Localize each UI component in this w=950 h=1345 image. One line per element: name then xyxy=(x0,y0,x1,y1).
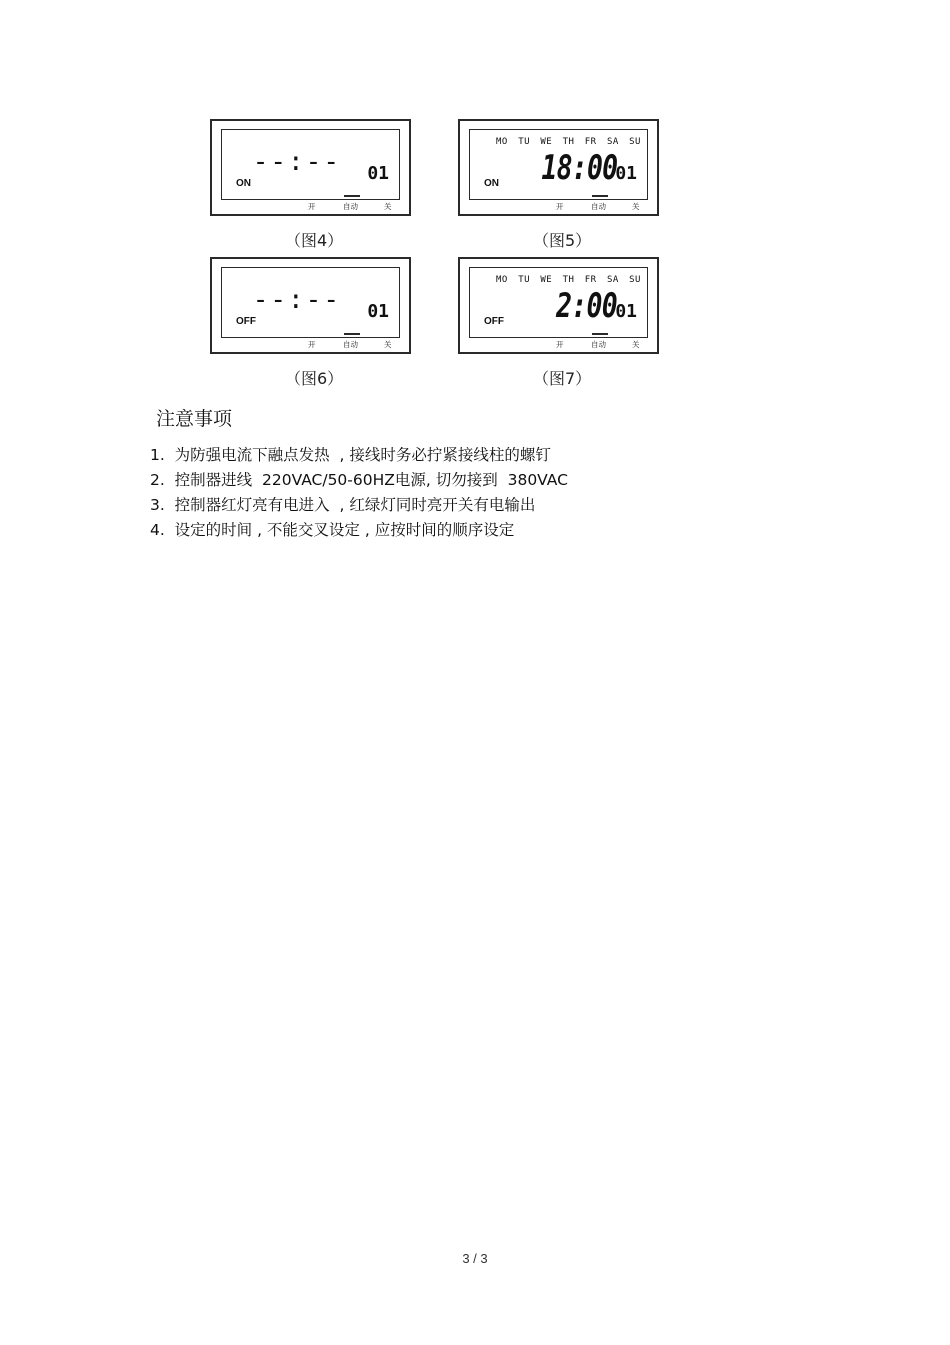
label-off: 关 xyxy=(632,202,640,211)
caption-figure-7: （图7） xyxy=(533,369,592,388)
list-item: 4. 设定的时间 , 不能交叉设定 , 应按时间的顺序设定 xyxy=(150,521,515,539)
label-auto: 自动 xyxy=(591,202,606,211)
lcd-switch-labels xyxy=(460,339,657,351)
day-sa: SA xyxy=(606,137,619,147)
lcd-mode-indicator: OFF xyxy=(236,316,256,327)
lcd-figure-5 xyxy=(458,119,659,216)
lcd-screen xyxy=(469,129,648,200)
day-tu: TU xyxy=(518,137,531,147)
lcd-auto-marker xyxy=(592,333,608,335)
lcd-auto-marker xyxy=(592,195,608,197)
lcd-time-display: 18:00 xyxy=(541,148,617,188)
label-auto: 自动 xyxy=(343,202,358,211)
day-fr: FR xyxy=(584,137,597,147)
day-we: WE xyxy=(540,137,553,147)
lcd-screen xyxy=(221,267,400,338)
lcd-auto-marker xyxy=(344,195,360,197)
lcd-program-number: 01 xyxy=(615,301,637,322)
label-on: 开 xyxy=(556,202,564,211)
list-item: 3. 控制器红灯亮有电进入 , 红绿灯同时亮开关有电输出 xyxy=(150,496,536,514)
lcd-time-display: --:-- xyxy=(252,147,341,177)
caption-figure-6: （图6） xyxy=(285,369,344,388)
caption-figure-5: （图5） xyxy=(533,231,592,250)
lcd-mode-indicator: ON xyxy=(484,178,499,189)
lcd-figure-4 xyxy=(210,119,411,216)
label-on: 开 xyxy=(308,340,316,349)
caption-figure-4: （图4） xyxy=(285,231,344,250)
lcd-auto-marker xyxy=(344,333,360,335)
day-mo: MO xyxy=(496,275,508,285)
lcd-screen xyxy=(469,267,648,338)
lcd-figure-6 xyxy=(210,257,411,354)
day-fr: FR xyxy=(584,275,597,285)
lcd-time-display: 2:00 xyxy=(556,286,617,326)
day-mo: MO xyxy=(496,137,508,147)
list-item: 1. 为防强电流下融点发热 , 接线时务必拧紧接线柱的螺钉 xyxy=(150,446,551,464)
label-on: 开 xyxy=(556,340,564,349)
lcd-mode-indicator: ON xyxy=(236,178,251,189)
day-th: TH xyxy=(562,275,575,285)
lcd-weekday-row xyxy=(496,275,641,285)
lcd-switch-labels xyxy=(212,339,409,351)
label-auto: 自动 xyxy=(591,340,606,349)
lcd-mode-indicator: OFF xyxy=(484,316,504,327)
lcd-program-number: 01 xyxy=(615,163,637,184)
lcd-switch-labels xyxy=(460,201,657,213)
day-sa: SA xyxy=(606,275,619,285)
label-off: 关 xyxy=(384,340,392,349)
lcd-weekday-row xyxy=(496,137,641,147)
label-on: 开 xyxy=(308,202,316,211)
lcd-switch-labels xyxy=(212,201,409,213)
lcd-program-number: 01 xyxy=(367,163,389,184)
lcd-figure-7 xyxy=(458,257,659,354)
day-su: SU xyxy=(629,137,641,147)
section-title: 注意事项 xyxy=(156,408,233,430)
page-number: 3 / 3 xyxy=(462,1251,488,1266)
day-th: TH xyxy=(562,137,575,147)
day-su: SU xyxy=(629,275,641,285)
lcd-program-number: 01 xyxy=(367,301,389,322)
label-off: 关 xyxy=(632,340,640,349)
notes-list xyxy=(150,443,568,543)
day-we: WE xyxy=(540,275,553,285)
lcd-time-display: --:-- xyxy=(252,285,341,315)
lcd-screen xyxy=(221,129,400,200)
day-tu: TU xyxy=(518,275,531,285)
label-off: 关 xyxy=(384,202,392,211)
list-item: 2. 控制器进线 220VAC/50-60HZ电源, 切勿接到 380VAC xyxy=(150,471,568,489)
label-auto: 自动 xyxy=(343,340,358,349)
